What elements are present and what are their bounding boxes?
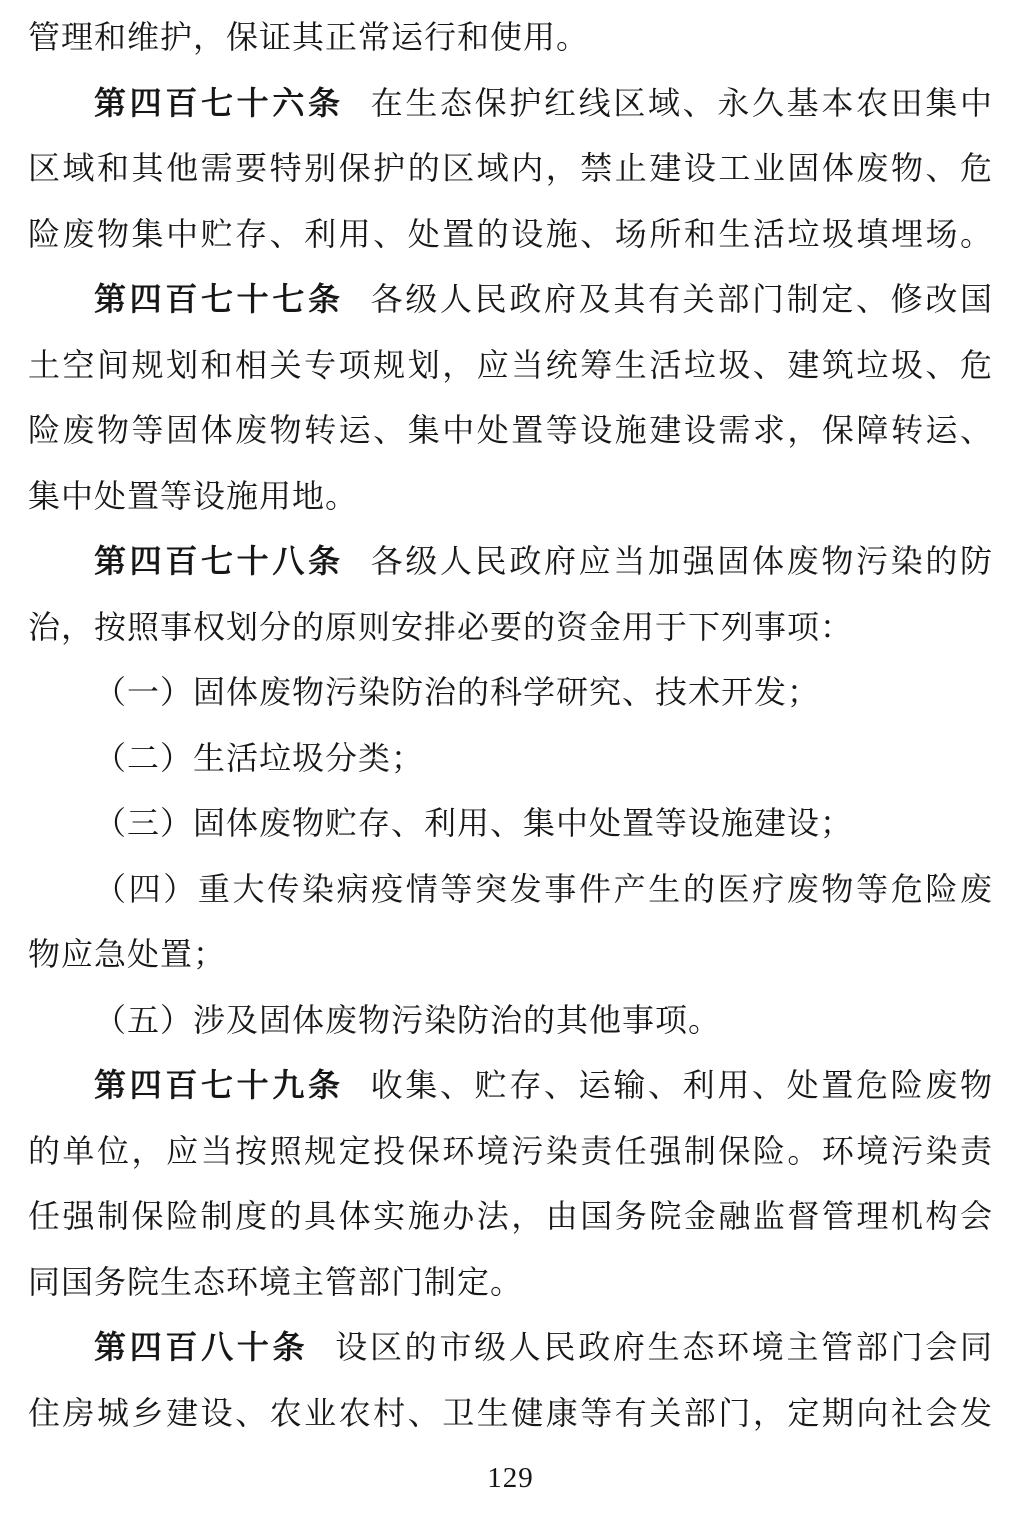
text-line <box>28 333 993 399</box>
text-line-list-item-1 <box>28 660 993 726</box>
text-line-article-477 <box>28 267 993 333</box>
text-line-list-item-4 <box>28 857 993 923</box>
line-text: 各级人民政府应当加强固体废物污染的防 <box>370 543 993 579</box>
text-line <box>28 136 993 202</box>
line-text: 险废物等固体废物转运、集中处置等设施建设需求，保障转运、 <box>28 412 993 448</box>
text-line-list-item-2 <box>28 726 993 792</box>
line-text: （二）生活垃圾分类； <box>94 739 425 776</box>
line-text: 同国务院生态环境主管部门制定。 <box>28 1263 524 1300</box>
text-line <box>28 464 993 530</box>
article-number: 第四百七十八条 <box>94 543 344 579</box>
article-number: 第四百七十九条 <box>94 1067 344 1103</box>
text-line-list-item-5 <box>28 988 993 1054</box>
line-text: 土空间规划和相关专项规划，应当统筹生活垃圾、建筑垃圾、危 <box>28 346 993 383</box>
text-line <box>28 1381 993 1447</box>
line-text: 设区的市级人民政府生态环境主管部门会同 <box>335 1329 993 1365</box>
text-line <box>28 1119 993 1185</box>
text-line <box>28 595 993 661</box>
text-line <box>28 5 993 71</box>
line-text: （四）重大传染病疫情等突发事件产生的医疗废物等危险废 <box>94 870 993 907</box>
line-text: 的单位，应当按照规定投保环境污染责任强制保险。环境污染责 <box>28 1132 993 1169</box>
line-text: 任强制保险制度的具体实施办法，由国务院金融监督管理机构会 <box>28 1198 993 1234</box>
article-number: 第四百七十六条 <box>94 84 344 121</box>
article-number: 第四百七十七条 <box>94 281 344 317</box>
text-line <box>28 202 993 268</box>
text-line <box>28 922 993 988</box>
text-line-article-480 <box>28 1315 993 1381</box>
text-line <box>28 1184 993 1250</box>
line-text: 在生态保护红线区域、永久基本农田集中 <box>370 84 993 121</box>
text-line-list-item-3 <box>28 791 993 857</box>
line-text: 各级人民政府及其有关部门制定、修改国 <box>370 281 993 317</box>
text-line-article-479 <box>28 1053 993 1119</box>
text-line <box>28 1250 993 1316</box>
text-line-article-478 <box>28 529 993 595</box>
line-text: 收集、贮存、运输、利用、处置危险废物 <box>370 1067 993 1103</box>
line-text: 集中处置等设施用地。 <box>28 477 359 514</box>
line-text: （一）固体废物污染防治的科学研究、技术开发； <box>94 674 821 710</box>
text-line-article-476 <box>28 71 993 137</box>
line-text: 管理和维护，保证其正常运行和使用。 <box>28 19 590 55</box>
line-text: 物应急处置； <box>28 936 227 972</box>
line-text: （五）涉及固体废物污染防治的其他事项。 <box>94 1001 722 1038</box>
page-number: 129 <box>487 1462 534 1494</box>
line-text: 治，按照事权划分的原则安排必要的资金用于下列事项： <box>28 608 854 645</box>
line-text: 住房城乡建设、农业农村、卫生健康等有关部门，定期向社会发 <box>28 1394 993 1431</box>
line-text: 险废物集中贮存、利用、处置的设施、场所和生活垃圾填埋场。 <box>28 215 993 252</box>
line-text: （三）固体废物贮存、利用、集中处置等设施建设； <box>94 805 854 841</box>
article-number: 第四百八十条 <box>94 1329 309 1365</box>
text-line <box>28 398 993 464</box>
line-text: 区域和其他需要特别保护的区域内，禁止建设工业固体废物、危 <box>28 150 993 186</box>
